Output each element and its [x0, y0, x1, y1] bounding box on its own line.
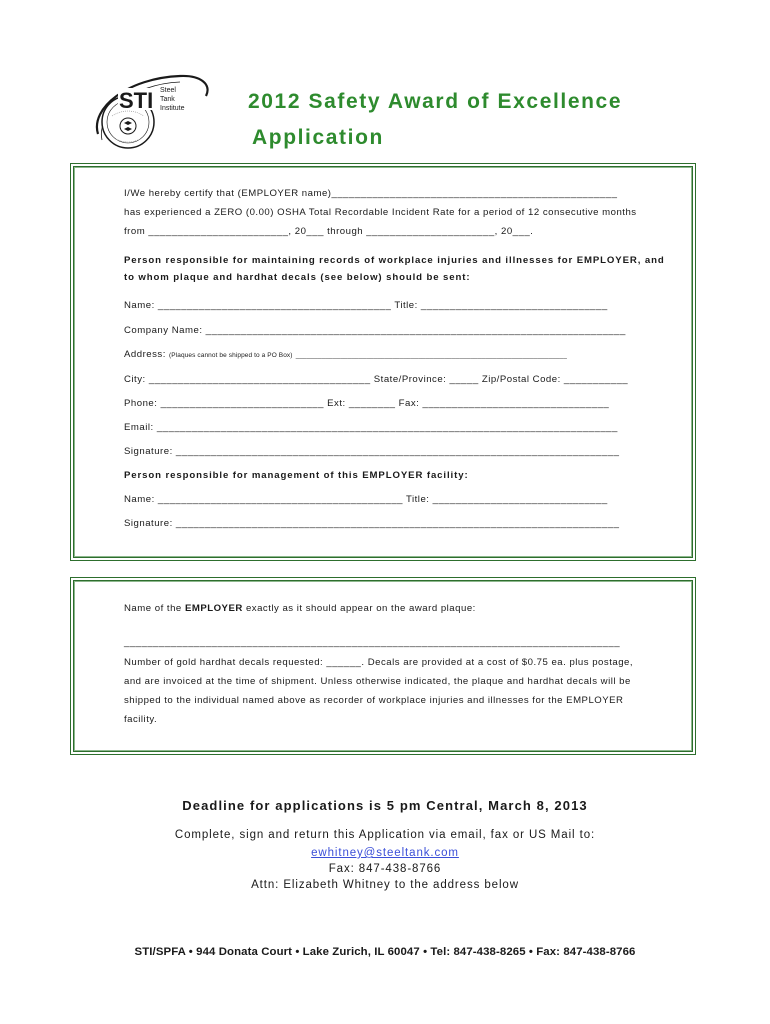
email-link[interactable]: ewhitney@steeltank.com: [311, 847, 459, 859]
email-field[interactable]: Email: _______________________________________________________________________________: [124, 422, 618, 433]
employer-word: EMPLOYER: [184, 603, 243, 614]
signature-field-2[interactable]: Signature: ____________________________________________________________________________: [124, 518, 620, 529]
city-state-zip-field[interactable]: City: ______________________________________ State/Province: _____ Zip/Postal Code: ___________: [124, 374, 629, 385]
sti-logo: [88, 70, 216, 158]
instructions-fax: Fax: 847-438-8766: [328, 863, 442, 875]
deadline-text: Deadline for applications is 5 pm Central, March 8, 2013: [182, 798, 588, 813]
instructions-line: Complete, sign and return this Application via email, fax or US Mail to:: [174, 829, 596, 841]
instructions-attn: Attn: Elizabeth Whitney to the address below: [251, 879, 519, 891]
decals-line-1[interactable]: Number of gold hardhat decals requested: ______. Decals are provided at a cost of $0.75 ea. plus postage,: [124, 657, 634, 668]
management-person-heading: Person responsible for management of this EMPLOYER facility:: [124, 470, 469, 481]
logo-text-1: Steel: [160, 87, 176, 94]
cert-employer-line[interactable]: I/We hereby certify that (EMPLOYER name)_________________________________________________: [124, 188, 618, 199]
management-name-title-field[interactable]: Name: __________________________________________ Title: ______________________________: [124, 494, 608, 505]
cert-zero-rate-line: has experienced a ZERO (0.00) OSHA Total Recordable Incident Rate for a period of 12 consecutive months: [124, 207, 637, 218]
address-blank[interactable]: _________________________________________________________________________: [295, 352, 567, 359]
logo-mark: STI: [119, 88, 154, 113]
company-name-field[interactable]: Company Name: ________________________________________________________________________: [124, 325, 626, 336]
title-line-2: Application: [252, 126, 384, 149]
logo-text-3: Institute: [160, 105, 185, 112]
plaque-employer-label: Name of the EMPLOYER exactly as it should appear on the award plaque:: [124, 603, 476, 614]
decals-line-4: facility.: [124, 714, 158, 725]
records-person-heading-1: Person responsible for maintaining records of workplace injuries and illnesses for EMPLOYER, and: [124, 255, 665, 266]
footer-address: STI/SPFA • 944 Donata Court • Lake Zurich, IL 60047 • Tel: 847-438-8265 • Fax: 847-438-8766: [134, 946, 636, 958]
records-name-title-field[interactable]: Name: ________________________________________ Title: ________________________________: [124, 300, 608, 311]
phone-ext-fax-field[interactable]: Phone: ____________________________ Ext: ________ Fax: ________________________________: [124, 398, 610, 409]
plaque-box: [70, 577, 696, 755]
cert-period-line[interactable]: from ________________________, 20___ through ______________________, 20___.: [124, 226, 534, 237]
signature-field-1[interactable]: Signature: ____________________________________________________________________________: [124, 446, 620, 457]
decals-line-3: shipped to the individual named above as recorder of workplace injuries and illnesses for the EMPLOYER: [124, 695, 624, 706]
sti-logo-icon: [88, 70, 216, 158]
page-title: [248, 84, 622, 156]
address-label: Address:: [124, 349, 166, 360]
plaque-name-field[interactable]: _____________________________________________________________________________________: [124, 637, 621, 648]
decals-line-2: and are invoiced at the time of shipment. Unless otherwise indicated, the plaque and hardhat decals will be: [124, 676, 631, 687]
certification-box: [70, 163, 696, 561]
logo-text-2: Tank: [160, 96, 175, 103]
address-note: (Plaques cannot be shipped to a PO Box): [169, 352, 293, 359]
records-person-heading-2: to whom plaque and hardhat decals (see below) should be sent:: [124, 272, 471, 283]
address-field[interactable]: [124, 349, 567, 360]
title-line-1: 2012 Safety Award of Excellence: [248, 90, 623, 113]
instructions-email-row: [0, 847, 770, 859]
